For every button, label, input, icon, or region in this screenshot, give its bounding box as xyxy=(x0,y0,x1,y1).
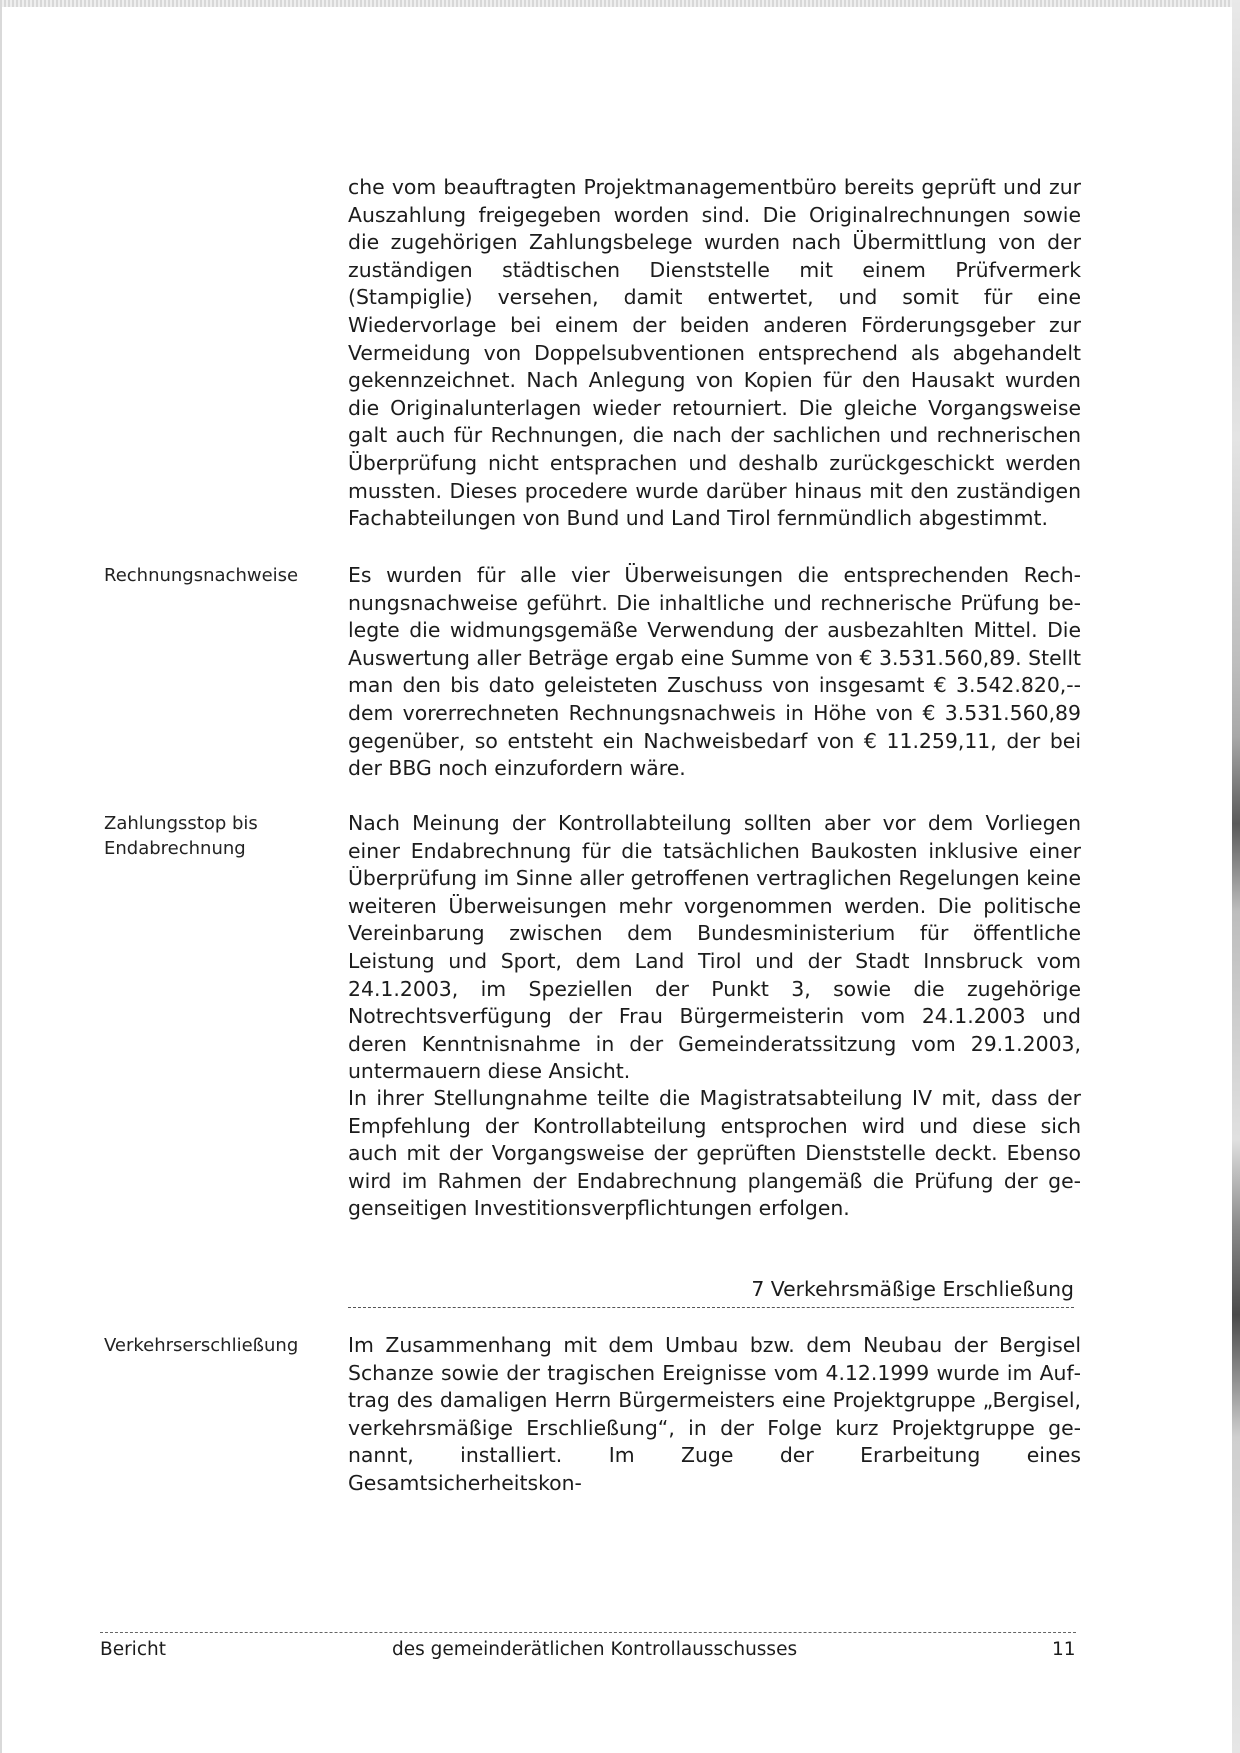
scan-edge-left xyxy=(0,0,2,1753)
paragraph-traffic-access: Im Zusammenhang mit dem Umbau bzw. dem Neubau der Bergisel Schanze sowie der tragischen Ereignisse vom 4.12.1999 wurde im Auftrag des damaligen Herrn Bürgermeisters eine Projektgruppe „Bergisel, verkehrsmäßige Erschließung“, in der Folge kurz Projektgruppe genannt, installiert. Im Zuge der Erarbeitung eines Gesamtsicherheitskon- xyxy=(348,1333,1081,1495)
margin-note-rechnungsnachweise: Rechnungsnachweise xyxy=(104,565,299,586)
paragraph-statement-ma-iv: In ihrer Stellungnahme teilte die Magistratsabteilung IV mit, dass der Empfehlung der Kontrollabteilung entsprochen wird und diese sich auch mit der Vorgangsweise der geprüften Dienststelle deckt. Ebenso wird im Rahmen der Endabrechnung plangemäß die Prüfung der gegenseitigen Investitionsverpflichtungen erfolgen. xyxy=(348,1086,1081,1221)
footer-left-text: Bericht xyxy=(100,1639,166,1660)
margin-note-verkehrserschliessung: Verkehrserschließung xyxy=(104,1335,299,1356)
margin-note-zahlungsstop: Zahlungsstop bis Endabrechnung xyxy=(104,813,258,859)
scan-edge-right xyxy=(1232,0,1240,1753)
page-number: 11 xyxy=(1052,1639,1076,1660)
paragraph-payment-stop: Nach Meinung der Kontrollabteilung sollten aber vor dem Vorliegen einer Endabrechnung für die tatsächlichen Baukosten inklusive einer Überprüfung im Sinne aller getroffenen vertraglichen Regelungen keine weiteren Überweisungen mehr vorgenommen werden. Die politische Vereinbarung zwischen dem Bundesministerium für öffentliche Leistung und Sport, dem Land Tirol und der Stadt Innsbruck vom 24.1.2003, im Speziellen der Punkt 3, sowie die zugehörige Notrechtsverfügung der Frau Bürgermeisterin vom 24.1.2003 und deren Kenntnisnahme in der Gemeinderatssitzung vom 29.1.2003, untermauern diese Ansicht. xyxy=(348,811,1081,1084)
paragraph-invoice-verification: che vom beauftragten Projektmanagementbüro bereits geprüft und zur Auszahlung freigegeben worden sind. Die Originalrechnungen sowie die zugehörigen Zahlungsbelege wurden nach Übermittlung von der zuständigen städtischen Dienststelle mit einem Prüfvermerk (Stampiglie) versehen, damit entwertet, und somit für eine Wiedervorlage bei einem der beiden anderen Förderungsgeber zur Vermeidung von Doppelsubventionen entsprechend als abgehandelt gekennzeichnet. Nach Anlegung von Kopien für den Hausakt wurden die Originalunterlagen wieder retourniert. Die gleiche Vorgangsweise galt auch für Rechnungen, die nach der sachlichen und rechnerischen Überprüfung nicht entsprachen und deshalb zurückgeschickt werden mussten. Dieses procedere wurde darüber hinaus mit den zuständigen Fachabteilungen von Bund und Land Tirol fernmündlich abgestimmt. xyxy=(348,175,1081,531)
section-divider xyxy=(348,1307,1074,1308)
footer-center-text: des gemeinderätlichen Kontrollausschusses xyxy=(392,1639,798,1660)
paragraph-invoice-records: Es wurden für alle vier Überweisungen die entsprechenden Rechnungsnachweise geführt. Die inhaltliche und rechnerische Prüfung belegte die widmungsgemäße Verwendung der ausbezahlten Mittel. Die Auswertung aller Beträge ergab eine Summe von € 3.531.560,89. Stellt man den bis dato geleisteten Zuschuss von insgesamt € 3.542.820,-- dem vorerrechneten Rechnungsnachweis in Höhe von € 3.531.560,89 gegenüber, so entsteht ein Nachweisbedarf von € 11.259,11, der bei der BBG noch einzufordern wäre. xyxy=(348,563,1081,781)
section-heading: 7 Verkehrsmäßige Erschließung xyxy=(751,1277,1074,1301)
scan-edge-top xyxy=(0,0,1240,7)
footer-divider xyxy=(100,1632,1076,1633)
